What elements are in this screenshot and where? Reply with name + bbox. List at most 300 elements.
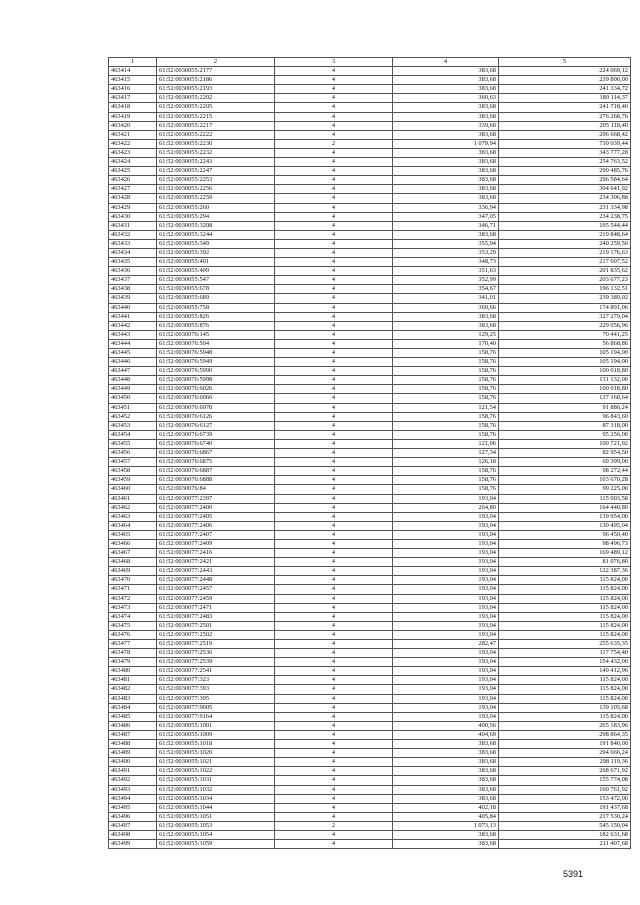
value-cell: 327 279,04	[499, 312, 631, 321]
cadastral-number-cell: 61:52:0030055:2243	[157, 158, 275, 167]
table-row	[109, 803, 631, 812]
area-cell: 383,68	[393, 112, 499, 121]
value-cell: 224 069,12	[499, 67, 631, 76]
category-cell: 4	[275, 585, 393, 594]
value-cell: 255 635,35	[499, 640, 631, 649]
table-row	[109, 430, 631, 439]
table-row	[109, 494, 631, 503]
value-cell: 95 256,00	[499, 430, 631, 439]
cadastral-number-cell: 61:52:0030077:2409	[157, 539, 275, 548]
cadastral-number-cell: 61:52:0030077:393	[157, 685, 275, 694]
value-cell: 96 843,60	[499, 412, 631, 421]
category-cell: 4	[275, 303, 393, 312]
area-cell: 193,04	[393, 694, 499, 703]
category-cell: 4	[275, 85, 393, 94]
category-cell: 4	[275, 658, 393, 667]
category-cell: 4	[275, 649, 393, 658]
table-row	[109, 594, 631, 603]
category-cell: 4	[275, 603, 393, 612]
category-cell: 4	[275, 258, 393, 267]
table-row	[109, 158, 631, 167]
category-cell: 4	[275, 703, 393, 712]
category-cell: 2	[275, 821, 393, 830]
row-number-cell: 463485	[109, 712, 157, 721]
category-cell: 4	[275, 721, 393, 730]
row-number-cell: 463467	[109, 549, 157, 558]
column-header-4: 4	[393, 58, 499, 67]
cadastral-number-cell: 61:52:0030055:758	[157, 303, 275, 312]
column-header-5: 5	[499, 58, 631, 67]
category-cell: 4	[275, 339, 393, 348]
value-cell: 139 954,00	[499, 512, 631, 521]
row-number-cell: 463429	[109, 203, 157, 212]
area-cell: 351,63	[393, 267, 499, 276]
value-cell: 115 003,58	[499, 494, 631, 503]
row-number-cell: 463498	[109, 830, 157, 839]
cadastral-number-cell: 61:52:0030077:9005	[157, 703, 275, 712]
table-row	[109, 67, 631, 76]
cadastral-number-cell: 61:52:0030076:6740	[157, 439, 275, 448]
area-cell: 158,76	[393, 412, 499, 421]
category-cell: 4	[275, 294, 393, 303]
area-cell: 348,73	[393, 258, 499, 267]
value-cell: 115 824,00	[499, 603, 631, 612]
cadastral-number-cell: 61:52:0030076:6126	[157, 412, 275, 421]
category-cell: 4	[275, 840, 393, 849]
table-row	[109, 458, 631, 467]
value-cell: 155 774,08	[499, 776, 631, 785]
area-cell: 1 073,13	[393, 821, 499, 830]
row-number-cell: 463470	[109, 576, 157, 585]
table-row	[109, 512, 631, 521]
value-cell: 103 670,28	[499, 476, 631, 485]
row-number-cell: 463435	[109, 258, 157, 267]
row-number-cell: 463472	[109, 594, 157, 603]
table-row	[109, 303, 631, 312]
area-cell: 193,04	[393, 567, 499, 576]
cadastral-number-cell: 61:52:0030076:5990	[157, 367, 275, 376]
cadastral-number-cell: 61:52:0030077:2416	[157, 549, 275, 558]
cadastral-number-cell: 61:52:0030055:499	[157, 267, 275, 276]
cadastral-number-cell: 61:52:0030055:2230	[157, 139, 275, 148]
category-cell: 4	[275, 430, 393, 439]
category-cell: 4	[275, 276, 393, 285]
table-row	[109, 503, 631, 512]
table-row	[109, 567, 631, 576]
area-cell: 127,34	[393, 449, 499, 458]
table-row	[109, 730, 631, 739]
category-cell: 4	[275, 449, 393, 458]
area-cell: 193,04	[393, 585, 499, 594]
table-row	[109, 358, 631, 367]
value-cell: 206 668,42	[499, 130, 631, 139]
area-cell: 193,04	[393, 703, 499, 712]
category-cell: 4	[275, 785, 393, 794]
category-cell: 4	[275, 830, 393, 839]
area-cell: 352,99	[393, 276, 499, 285]
cadastral-number-cell: 61:52:0030077:2541	[157, 667, 275, 676]
cadastral-number-cell: 61:52:0030055:1054	[157, 830, 275, 839]
table-row	[109, 449, 631, 458]
value-cell: 139 105,68	[499, 703, 631, 712]
cadastral-number-cell: 61:52:0030055:678	[157, 285, 275, 294]
value-cell: 217 530,24	[499, 812, 631, 821]
row-number-cell: 463442	[109, 321, 157, 330]
category-cell: 4	[275, 185, 393, 194]
table-row	[109, 339, 631, 348]
area-cell: 158,76	[393, 394, 499, 403]
category-cell: 4	[275, 267, 393, 276]
cadastral-number-cell: 61:52:0030077:2502	[157, 630, 275, 639]
value-cell: 211 407,68	[499, 840, 631, 849]
row-number-cell: 463474	[109, 612, 157, 621]
area-cell: 170,40	[393, 339, 499, 348]
value-cell: 115 824,00	[499, 685, 631, 694]
table-row	[109, 712, 631, 721]
row-number-cell: 463414	[109, 67, 157, 76]
cadastral-number-cell: 61:52:0030055:3244	[157, 230, 275, 239]
table-row	[109, 403, 631, 412]
table-row	[109, 812, 631, 821]
area-cell: 339,60	[393, 121, 499, 130]
value-cell: 81 076,80	[499, 558, 631, 567]
row-number-cell: 463497	[109, 821, 157, 830]
row-number-cell: 463425	[109, 167, 157, 176]
cadastral-number-cell: 61:52:0030077:2457	[157, 585, 275, 594]
category-cell: 4	[275, 321, 393, 330]
category-cell: 4	[275, 212, 393, 221]
table-row	[109, 676, 631, 685]
table-row	[109, 749, 631, 758]
value-cell: 545 150,04	[499, 821, 631, 830]
area-cell: 383,68	[393, 740, 499, 749]
value-cell: 241 718,40	[499, 103, 631, 112]
table-body	[109, 67, 631, 849]
row-number-cell: 463480	[109, 667, 157, 676]
row-number-cell: 463491	[109, 767, 157, 776]
table-row	[109, 703, 631, 712]
value-cell: 265 183,96	[499, 721, 631, 730]
value-cell: 298 864,35	[499, 730, 631, 739]
row-number-cell: 463439	[109, 294, 157, 303]
value-cell: 231 334,98	[499, 203, 631, 212]
row-number-cell: 463499	[109, 840, 157, 849]
row-number-cell: 463450	[109, 394, 157, 403]
cadastral-table	[108, 57, 631, 849]
category-cell: 4	[275, 758, 393, 767]
table-row	[109, 439, 631, 448]
value-cell: 195 544,44	[499, 221, 631, 230]
area-cell: 158,76	[393, 467, 499, 476]
table-row	[109, 840, 631, 849]
row-number-cell: 463423	[109, 148, 157, 157]
row-number-cell: 463495	[109, 803, 157, 812]
area-cell: 383,68	[393, 749, 499, 758]
cadastral-number-cell: 61:52:0030055:1034	[157, 794, 275, 803]
cadastral-number-cell: 61:52:0030055:392	[157, 248, 275, 257]
category-cell: 4	[275, 467, 393, 476]
row-number-cell: 463418	[109, 103, 157, 112]
value-cell: 117 754,40	[499, 649, 631, 658]
row-number-cell: 463473	[109, 603, 157, 612]
row-number-cell: 463475	[109, 621, 157, 630]
row-number-cell: 463424	[109, 158, 157, 167]
cadastral-number-cell: 61:52:0030055:2253	[157, 176, 275, 185]
row-number-cell: 463431	[109, 221, 157, 230]
row-number-cell: 463419	[109, 112, 157, 121]
table-row	[109, 130, 631, 139]
cadastral-number-cell: 61:52:0030055:1001	[157, 721, 275, 730]
category-cell: 4	[275, 403, 393, 412]
row-number-cell: 463427	[109, 185, 157, 194]
cadastral-number-cell: 61:52:0030055:2215	[157, 112, 275, 121]
cadastral-number-cell: 61:52:0030055:1031	[157, 776, 275, 785]
area-cell: 129,25	[393, 330, 499, 339]
category-cell: 4	[275, 239, 393, 248]
table-row	[109, 267, 631, 276]
area-cell: 193,04	[393, 539, 499, 548]
value-cell: 239 389,02	[499, 294, 631, 303]
row-number-cell: 463462	[109, 503, 157, 512]
value-cell: 70 441,25	[499, 330, 631, 339]
category-cell: 4	[275, 230, 393, 239]
table-row	[109, 294, 631, 303]
value-cell: 203 677,23	[499, 276, 631, 285]
category-cell: 4	[275, 476, 393, 485]
category-cell: 4	[275, 640, 393, 649]
value-cell: 239 800,00	[499, 76, 631, 85]
value-cell: 56 868,86	[499, 339, 631, 348]
table-row	[109, 385, 631, 394]
value-cell: 191 437,68	[499, 803, 631, 812]
table-row	[109, 776, 631, 785]
value-cell: 82 954,50	[499, 449, 631, 458]
category-cell: 4	[275, 176, 393, 185]
area-cell: 383,68	[393, 776, 499, 785]
value-cell: 276 268,76	[499, 112, 631, 121]
row-number-cell: 463417	[109, 94, 157, 103]
area-cell: 346,71	[393, 221, 499, 230]
row-number-cell: 463466	[109, 539, 157, 548]
category-cell: 4	[275, 458, 393, 467]
row-number-cell: 463465	[109, 530, 157, 539]
row-number-cell: 463444	[109, 339, 157, 348]
value-cell: 154 432,00	[499, 658, 631, 667]
category-cell: 4	[275, 712, 393, 721]
value-cell: 115 824,00	[499, 576, 631, 585]
table-row	[109, 612, 631, 621]
row-number-cell: 463479	[109, 658, 157, 667]
area-cell: 193,04	[393, 558, 499, 567]
area-cell: 360,66	[393, 303, 499, 312]
area-cell: 158,76	[393, 476, 499, 485]
area-cell: 383,68	[393, 785, 499, 794]
column-header-3: 3	[275, 58, 393, 67]
row-number-cell: 463454	[109, 430, 157, 439]
table-row	[109, 112, 631, 121]
value-cell: 182 631,68	[499, 830, 631, 839]
value-cell: 69 399,00	[499, 458, 631, 467]
row-number-cell: 463468	[109, 558, 157, 567]
cadastral-number-cell: 61:52:0030055:2217	[157, 121, 275, 130]
cadastral-number-cell: 61:52:0030055:2202	[157, 94, 275, 103]
category-cell: 4	[275, 812, 393, 821]
row-number-cell: 463471	[109, 585, 157, 594]
cadastral-number-cell: 61:52:0030055:547	[157, 276, 275, 285]
table-row	[109, 367, 631, 376]
cadastral-number-cell: 61:52:0030055:826	[157, 312, 275, 321]
cadastral-number-cell: 61:52:0030055:689	[157, 294, 275, 303]
category-cell: 4	[275, 367, 393, 376]
table-row	[109, 139, 631, 148]
row-number-cell: 463492	[109, 776, 157, 785]
category-cell: 4	[275, 121, 393, 130]
row-number-cell: 463453	[109, 421, 157, 430]
cadastral-number-cell: 61:52:0030055:1020	[157, 749, 275, 758]
value-cell: 304 641,92	[499, 185, 631, 194]
row-number-cell: 463476	[109, 630, 157, 639]
row-number-cell: 463481	[109, 676, 157, 685]
area-cell: 158,76	[393, 376, 499, 385]
cadastral-number-cell: 61:52:0030055:260	[157, 203, 275, 212]
cadastral-number-cell: 61:52:0030055:2177	[157, 67, 275, 76]
value-cell: 298 119,36	[499, 758, 631, 767]
cadastral-number-cell: 61:52:0030055:1059	[157, 840, 275, 849]
cadastral-number-cell: 61:52:0030077:395	[157, 694, 275, 703]
value-cell: 174 891,06	[499, 303, 631, 312]
row-number-cell: 463446	[109, 358, 157, 367]
value-cell: 169 489,12	[499, 549, 631, 558]
category-cell: 4	[275, 130, 393, 139]
row-number-cell: 463443	[109, 330, 157, 339]
area-cell: 121,06	[393, 439, 499, 448]
cadastral-number-cell: 61:52:0030055:3208	[157, 221, 275, 230]
table-row	[109, 330, 631, 339]
row-number-cell: 463458	[109, 467, 157, 476]
table-row	[109, 312, 631, 321]
area-cell: 383,68	[393, 167, 499, 176]
area-cell: 158,76	[393, 421, 499, 430]
value-cell: 98 272,44	[499, 467, 631, 476]
row-number-cell: 463447	[109, 367, 157, 376]
category-cell: 4	[275, 676, 393, 685]
cadastral-number-cell: 61:52:0030077:2443	[157, 567, 275, 576]
area-cell: 193,04	[393, 685, 499, 694]
row-number-cell: 463445	[109, 349, 157, 358]
row-number-cell: 463482	[109, 685, 157, 694]
cadastral-number-cell: 61:52:0030077:2536	[157, 649, 275, 658]
category-cell: 4	[275, 412, 393, 421]
table-row	[109, 248, 631, 257]
cadastral-number-cell: 61:52:0030077:2483	[157, 612, 275, 621]
cadastral-number-cell: 61:52:0030077:2459	[157, 594, 275, 603]
area-cell: 282,47	[393, 640, 499, 649]
category-cell: 4	[275, 421, 393, 430]
table-row	[109, 785, 631, 794]
area-cell: 383,68	[393, 130, 499, 139]
cadastral-number-cell: 61:52:0030055:2259	[157, 194, 275, 203]
table-row	[109, 94, 631, 103]
row-number-cell: 463451	[109, 403, 157, 412]
category-cell: 4	[275, 730, 393, 739]
table-row	[109, 285, 631, 294]
table-row	[109, 630, 631, 639]
row-number-cell: 463452	[109, 412, 157, 421]
category-cell: 4	[275, 248, 393, 257]
category-cell: 4	[275, 485, 393, 494]
area-cell: 158,76	[393, 358, 499, 367]
value-cell: 100 018,80	[499, 385, 631, 394]
area-cell: 193,04	[393, 576, 499, 585]
row-number-cell: 463487	[109, 730, 157, 739]
row-number-cell: 463478	[109, 649, 157, 658]
category-cell: 4	[275, 794, 393, 803]
row-number-cell: 463486	[109, 721, 157, 730]
area-cell: 383,68	[393, 185, 499, 194]
value-cell: 115 824,00	[499, 585, 631, 594]
area-cell: 360,63	[393, 94, 499, 103]
row-number-cell: 463484	[109, 703, 157, 712]
cadastral-number-cell: 61:52:0030076:145	[157, 330, 275, 339]
category-cell: 4	[275, 330, 393, 339]
area-cell: 383,68	[393, 76, 499, 85]
area-cell: 355,94	[393, 239, 499, 248]
cadastral-number-cell: 61:52:0030076:6875	[157, 458, 275, 467]
area-cell: 383,68	[393, 67, 499, 76]
table-row	[109, 767, 631, 776]
table-row	[109, 658, 631, 667]
table-row	[109, 621, 631, 630]
area-cell: 126,18	[393, 458, 499, 467]
table-row	[109, 585, 631, 594]
row-number-cell: 463490	[109, 758, 157, 767]
area-cell: 341,01	[393, 294, 499, 303]
table-row	[109, 740, 631, 749]
cadastral-number-cell: 61:52:0030077:2400	[157, 503, 275, 512]
value-cell: 343 777,28	[499, 148, 631, 157]
cadastral-number-cell: 61:52:0030076:504	[157, 339, 275, 348]
cadastral-number-cell: 61:52:0030055:2232	[157, 148, 275, 157]
category-cell: 4	[275, 385, 393, 394]
table-row	[109, 230, 631, 239]
area-cell: 193,04	[393, 594, 499, 603]
row-number-cell: 463494	[109, 794, 157, 803]
category-cell: 4	[275, 567, 393, 576]
row-number-cell: 463477	[109, 640, 157, 649]
category-cell: 4	[275, 221, 393, 230]
row-number-cell: 463449	[109, 385, 157, 394]
area-cell: 353,29	[393, 248, 499, 257]
page-number: 5391	[562, 869, 583, 879]
area-cell: 193,04	[393, 621, 499, 630]
row-number-cell: 463437	[109, 276, 157, 285]
value-cell: 96 450,40	[499, 530, 631, 539]
value-cell: 234 306,88	[499, 194, 631, 203]
row-number-cell: 463436	[109, 267, 157, 276]
row-number-cell: 463441	[109, 312, 157, 321]
cadastral-number-cell: 61:52:0030076:6078	[157, 403, 275, 412]
category-cell: 4	[275, 694, 393, 703]
value-cell: 294 666,24	[499, 749, 631, 758]
category-cell: 4	[275, 503, 393, 512]
row-number-cell: 463432	[109, 230, 157, 239]
cadastral-number-cell: 61:52:0030076:6026	[157, 385, 275, 394]
area-cell: 383,68	[393, 767, 499, 776]
table-row	[109, 85, 631, 94]
category-cell: 4	[275, 94, 393, 103]
table-row	[109, 830, 631, 839]
cadastral-number-cell: 61:52:0030055:1032	[157, 785, 275, 794]
